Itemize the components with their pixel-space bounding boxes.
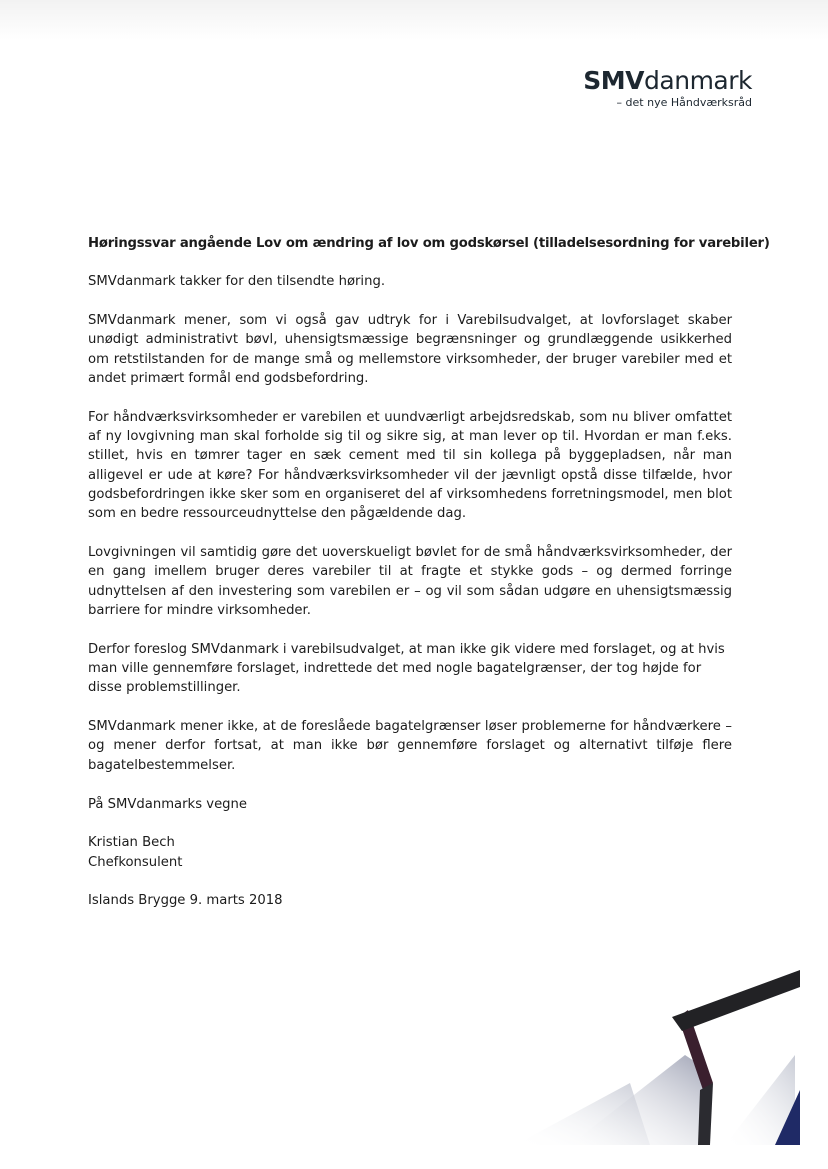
logo-tagline: – det nye Håndværksråd (616, 96, 752, 109)
ribbon-band-upper (672, 970, 800, 1031)
logo-wordmark-light: danmark (644, 66, 752, 95)
paragraph-3: For håndværksvirksomheder er varebilen et uundværligt arbejdsredskab, som nu bliver omfattet af ny lovgivning man skal forholde sig til og sikre sig, at man lever op til. Hvordan er man f.eks. stillet, hvis en tømrer tager en sæk cement med til sin kollega på byggepladsen, når man alligevel er ude at køre? For håndværksvirksomheder vil der jævnligt opstå disse tilfælde, hvor godsbefordringen ikke sker som en organiseret del af virksomhedens forretningsmodel, men blot som en bedre ressourceudnyttelse den pågældende dag. (88, 409, 732, 522)
closing-block (88, 795, 732, 910)
signer-name: Kristian Bech (88, 835, 175, 851)
paragraph-6: SMVdanmark mener ikke, at de foreslåede bagatelgrænser løser problemerne for håndværkere – og mener derfor fortsat, at man ikke bør gennemføre forslaget og alternativt tilføje flere bagatelbestemmelser. (88, 719, 732, 773)
logo-wordmark (583, 68, 752, 93)
paragraph-1: SMVdanmark takker for den tilsendte høring. (88, 274, 386, 290)
ribbon-band-lower (698, 1083, 713, 1145)
smvdanmark-logo (583, 68, 752, 109)
closing-line: På SMVdanmarks vegne (88, 797, 248, 813)
letter-heading: Høringssvar angående Lov om ændring af lov om godskørsel (tilladelsesordning for varebiler) (88, 236, 770, 251)
signer-title: Chefkonsulent (88, 854, 183, 870)
scan-shadow (0, 0, 828, 40)
logo-wordmark-bold: SMV (583, 66, 645, 95)
paragraph-2: SMVdanmark mener, som vi også gav udtryk for i Varebilsudvalget, at lovforslaget skaber unødigt administrativt bøvl, uhensigtsmæssige begrænsninger og grundlæggende usikkerhed om retstilstanden for de mange små og mellemstore virksomheder, der bruger varebiler med et andet primært formål end godsbefordring. (88, 313, 732, 386)
place-date: Islands Brygge 9. marts 2018 (88, 892, 283, 908)
paragraph-4: Lovgivningen vil samtidig gøre det uoverskueligt bøvlet for de små håndværksvirksomheder, der en gang imellem bruger deres varebiler til at fragte et stykke gods – og dermed forringe udnyttelsen af den investering som varebilen er – og vil som sådan udgøre en uhensigtsmæssig barriere for mindre virksomheder. (88, 545, 732, 618)
decorative-ribbon-graphic (510, 965, 810, 1150)
ribbon-fade-mid (570, 1055, 710, 1145)
paragraph-5: Derfor foreslog SMVdanmark i varebilsudvalget, at man ikke gik videre med forslaget, og at hvis man ville gennemføre forslaget, indrettede det med nogle bagatelgrænser, der tog højde for disse problemstillinger. (88, 641, 725, 696)
letter-body (88, 234, 770, 910)
